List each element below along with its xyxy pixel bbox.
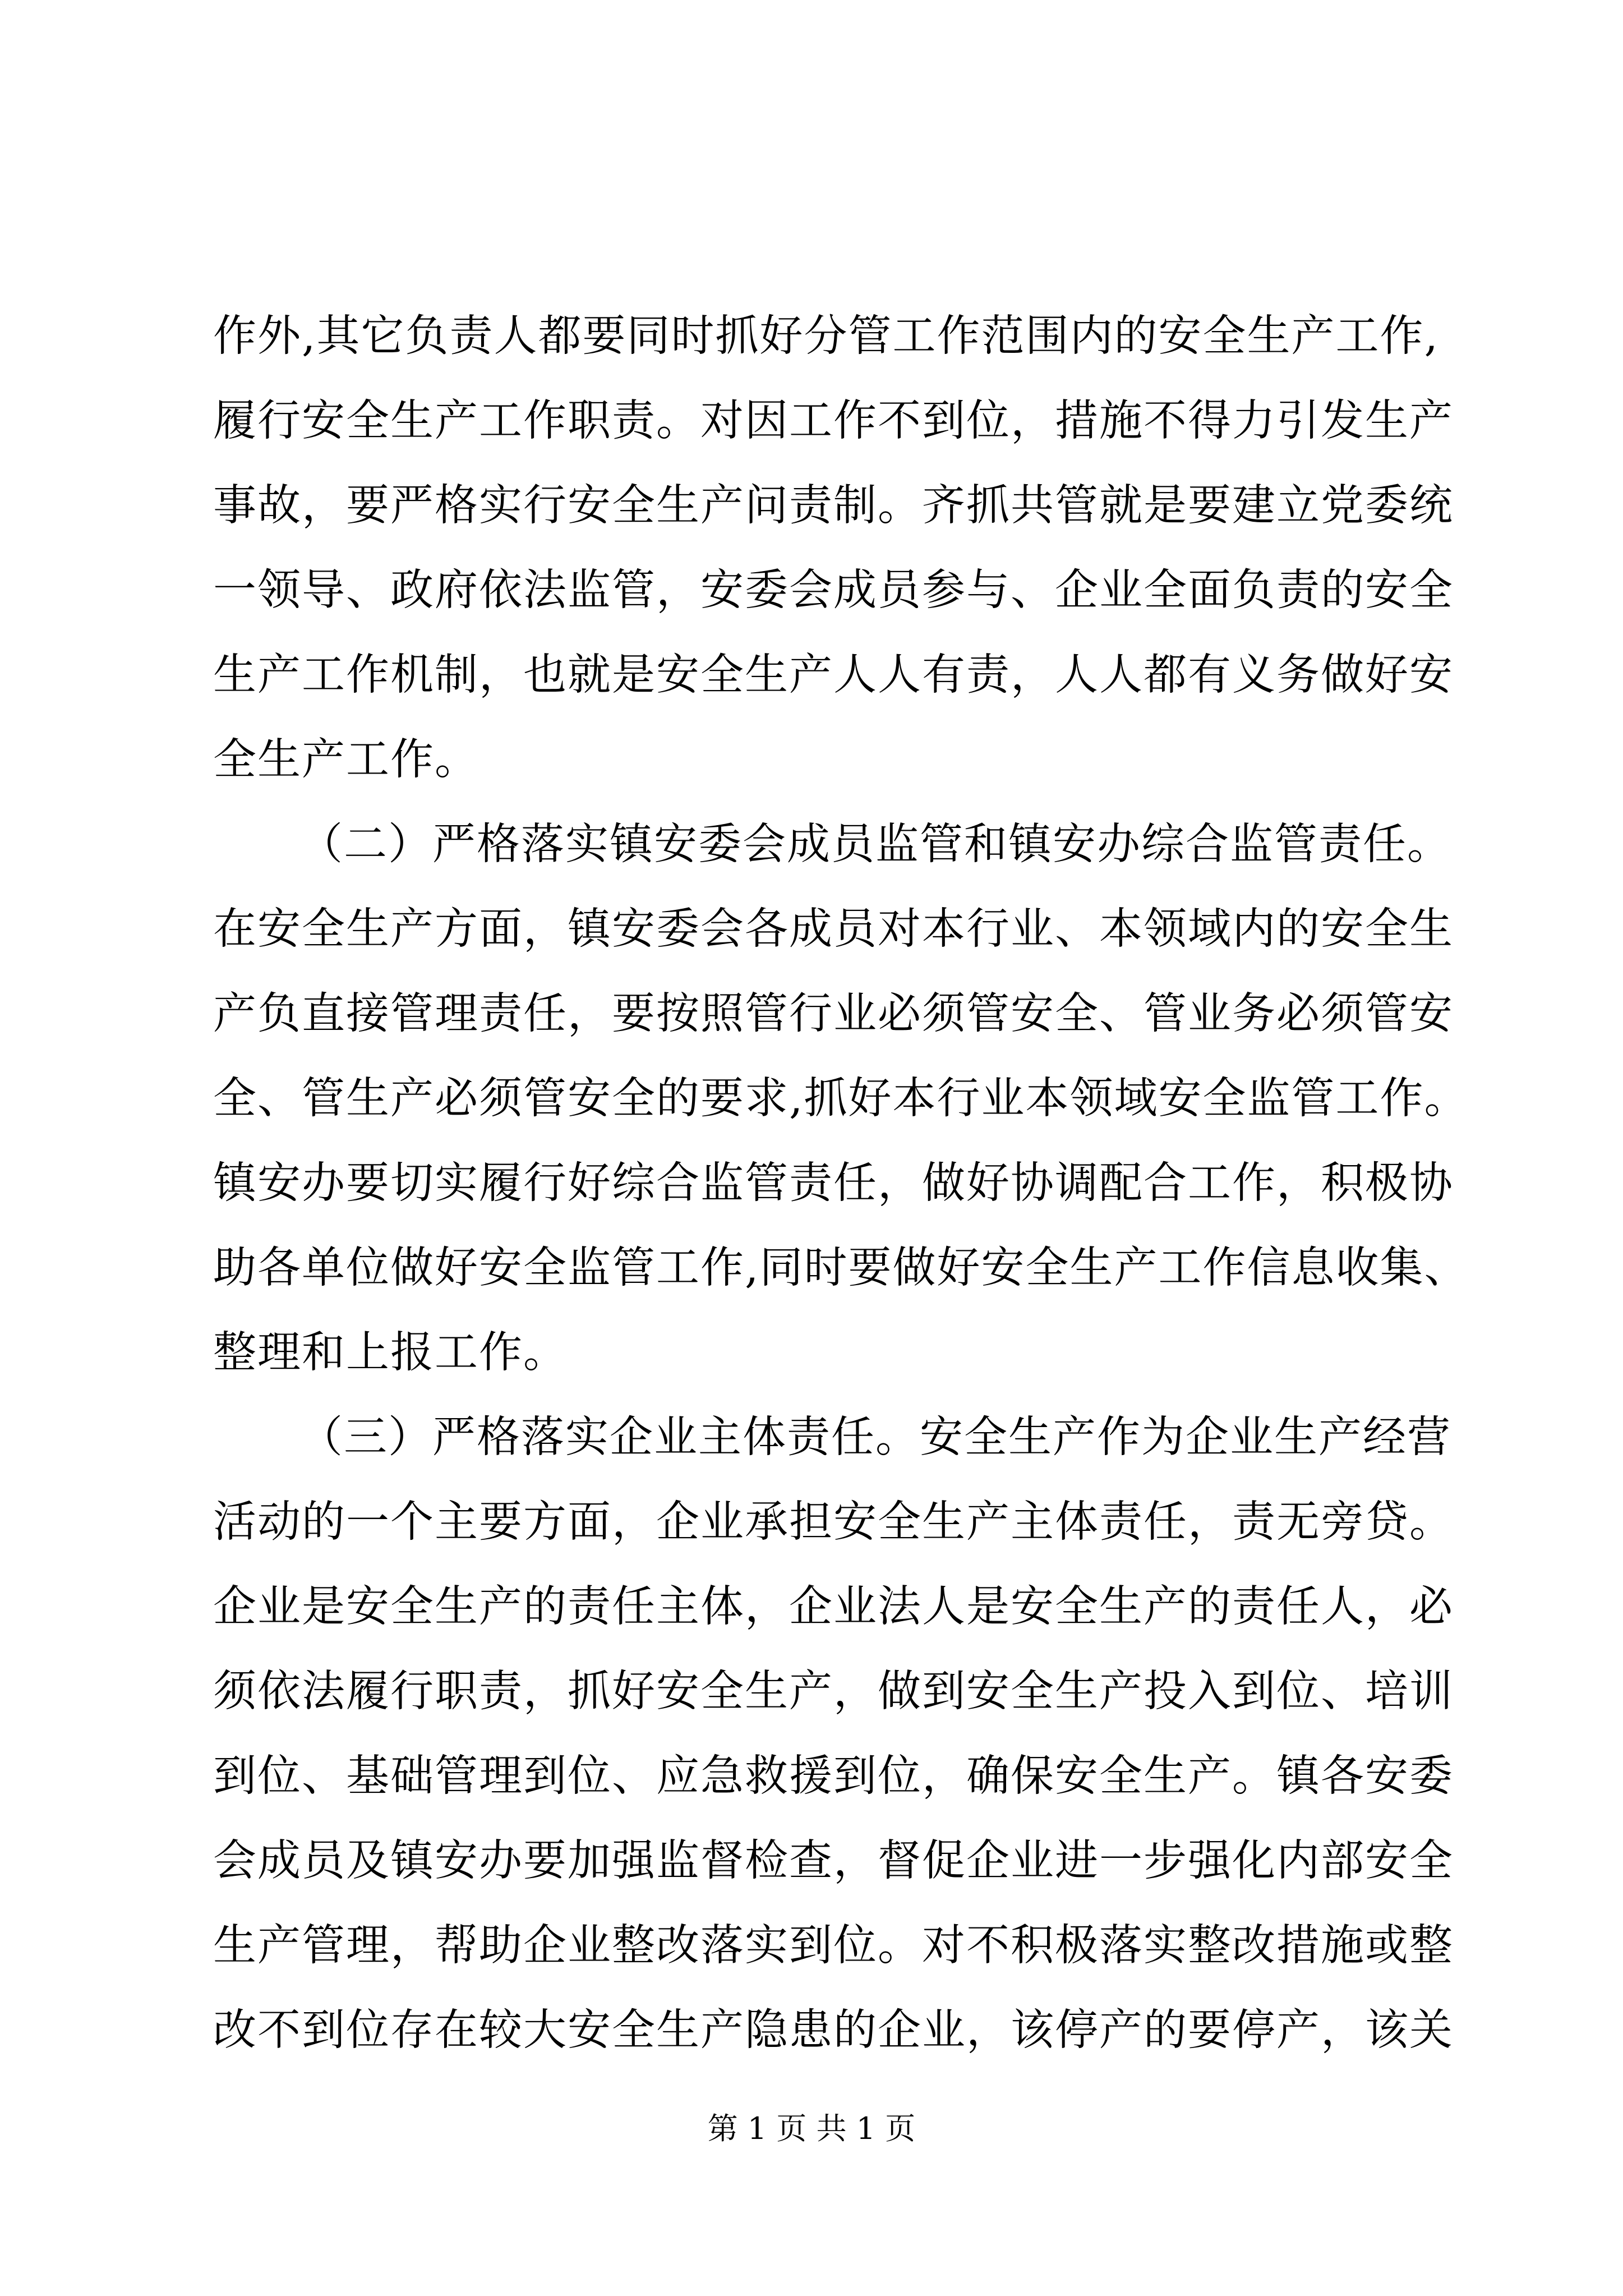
body-text-line: 须依法履行职责，抓好安全生产，做到安全生产投入到位、培训 <box>213 1667 1454 1717</box>
body-text-line: 活动的一个主要方面，企业承担安全生产主体责任，责无旁贷。 <box>213 1497 1454 1547</box>
body-text-line: 到位、基础管理到位、应急救援到位，确保安全生产。镇各安委 <box>213 1751 1454 1801</box>
section-heading-3: （三）严格落实企业主体责任。安全生产作为企业生产经营 <box>299 1412 1451 1462</box>
body-text-line: 助各单位做好安全监管工作,同时要做好安全生产工作信息收集、 <box>213 1243 1469 1293</box>
body-text-line: 作外,其它负责人都要同时抓好分管工作范围内的安全生产工作, <box>213 311 1439 361</box>
body-text-line: 全生产工作。 <box>213 735 479 785</box>
body-text-line: 生产工作机制，也就是安全生产人人有责，人人都有义务做好安 <box>213 650 1454 700</box>
body-text-line: 一领导、政府依法监管，安委会成员参与、企业全面负责的安全 <box>213 565 1454 615</box>
section-heading-2: （二）严格落实镇安委会成员监管和镇安办综合监管责任。 <box>299 820 1451 869</box>
body-text-line: 产负直接管理责任，要按照管行业必须管安全、管业务必须管安 <box>213 989 1454 1039</box>
body-text-line: 镇安办要切实履行好综合监管责任，做好协调配合工作，积极协 <box>213 1158 1454 1208</box>
body-text-line: 会成员及镇安办要加强监督检查，督促企业进一步强化内部安全 <box>213 1836 1454 1886</box>
body-text-line: 在安全生产方面，镇安委会各成员对本行业、本领域内的安全生 <box>213 904 1454 954</box>
body-text-line: 事故，要严格实行安全生产问责制。齐抓共管就是要建立党委统 <box>213 481 1454 531</box>
body-text-line: 全、管生产必须管安全的要求,抓好本行业本领域安全监管工作。 <box>213 1074 1469 1124</box>
body-text-line: 整理和上报工作。 <box>213 1328 568 1378</box>
body-text-line: 改不到位存在较大安全生产隐患的企业，该停产的要停产，该关 <box>213 2005 1454 2055</box>
body-text-line: 生产管理，帮助企业整改落实到位。对不积极落实整改措施或整 <box>213 1921 1454 1971</box>
body-text-line: 履行安全生产工作职责。对因工作不到位，措施不得力引发生产 <box>213 396 1454 446</box>
body-text-line: 企业是安全生产的责任主体，企业法人是安全生产的责任人，必 <box>213 1582 1454 1632</box>
page-number-footer: 第 1 页 共 1 页 <box>707 2111 916 2146</box>
